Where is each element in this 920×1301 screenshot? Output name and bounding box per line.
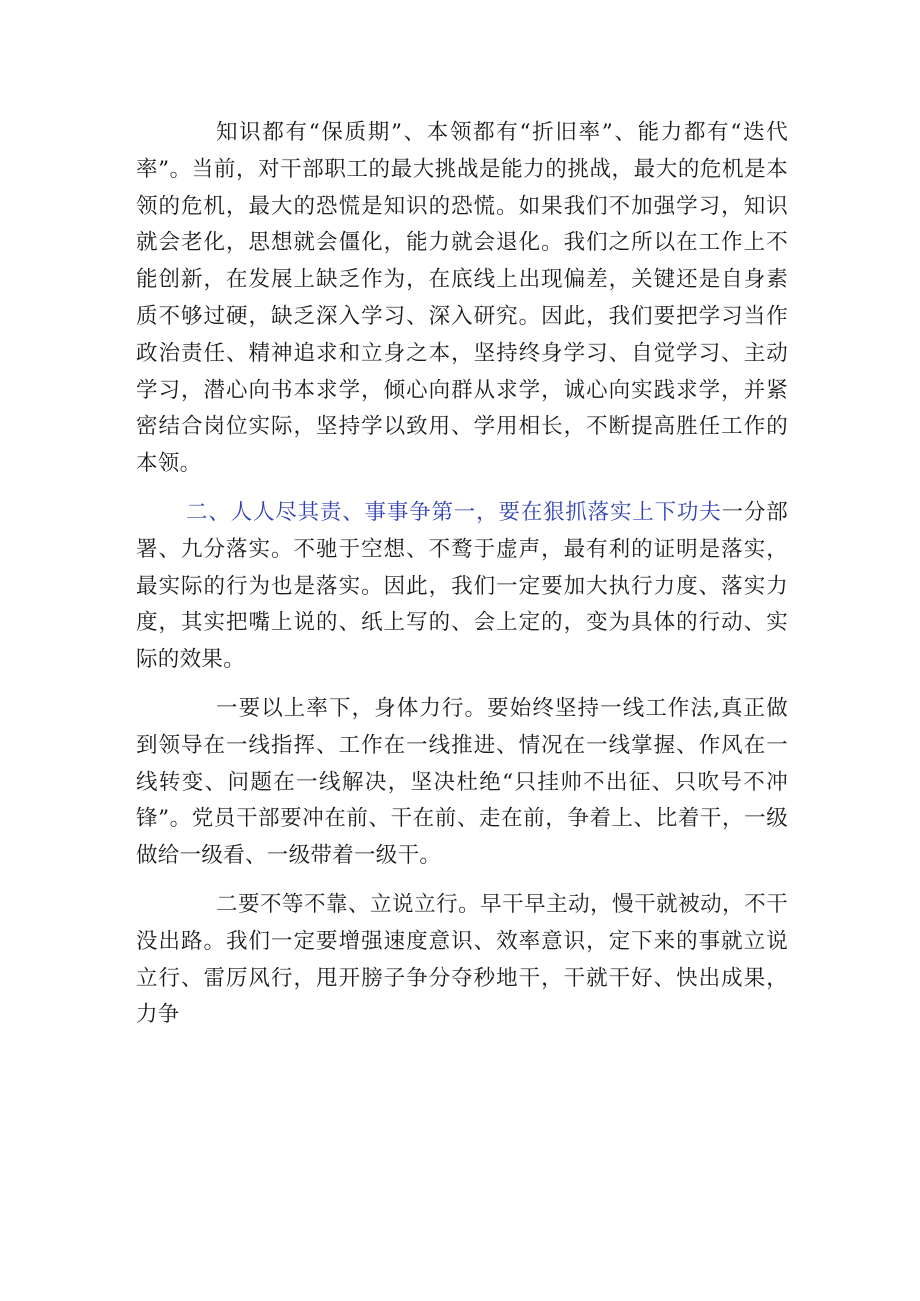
paragraph-text: 二要不等不靠、立说立行。早干早主动，慢干就被动，不干没出路。我们一定要增强速度意识、效率意识，定下来的事就立说立行、雷厉风行，甩开膀子争分夺秒地干，干就干好、快出成果，力争: [136, 891, 788, 1028]
paragraph-text: 一要以上率下，身体力行。要始终坚持一线工作法,真正做到领导在一线指挥、工作在一线推进、情况在一线掌握、作风在一线转变、问题在一线解决，坚决杜绝“只挂帅不出征、只吹号不冲锋”。党员干部要冲在前、干在前、走在前，争着上、比着干，一级做给一级看、一级带着一级干。: [136, 695, 788, 869]
paragraph-lead-by-example: [136, 691, 788, 875]
section-heading: 二、人人尽其责、事事争第一，要在狠抓落实上下功夫: [186, 499, 722, 525]
document-body: [136, 115, 788, 1034]
paragraph-implementation: [136, 495, 788, 679]
paragraph-learning: [136, 115, 788, 483]
paragraph-text: 一分部署、九分落实。不驰于空想、不鹜于虚声，最有利的证明是落实，最实际的行为也是落实。因此，我们一定要加大执行力度、落实力度，其实把嘴上说的、纸上写的、会上定的，变为具体的行动、实际的效果。: [136, 499, 789, 673]
paragraph-text: 知识都有“保质期”、本领都有“折旧率”、能力都有“迭代率”。当前，对干部职工的最大挑战是能力的挑战，最大的危机是本领的危机，最大的恐慌是知识的恐慌。如果我们不加强学习，知识就会老化，思想就会僵化，能力就会退化。我们之所以在工作上不能创新，在发展上缺乏作为，在底线上出现偏差，关键还是自身素质不够过硬，缺乏深入学习、深入研究。因此，我们要把学习当作政治责任、精神追求和立身之本，坚持终身学习、自觉学习、主动学习，潜心向书本求学，倾心向群从求学，诚心向实践求学，并紧密结合岗位实际，坚持学以致用、学用相长，不断提高胜任工作的本领。: [136, 120, 788, 477]
paragraph-act-immediately: [136, 887, 788, 1034]
